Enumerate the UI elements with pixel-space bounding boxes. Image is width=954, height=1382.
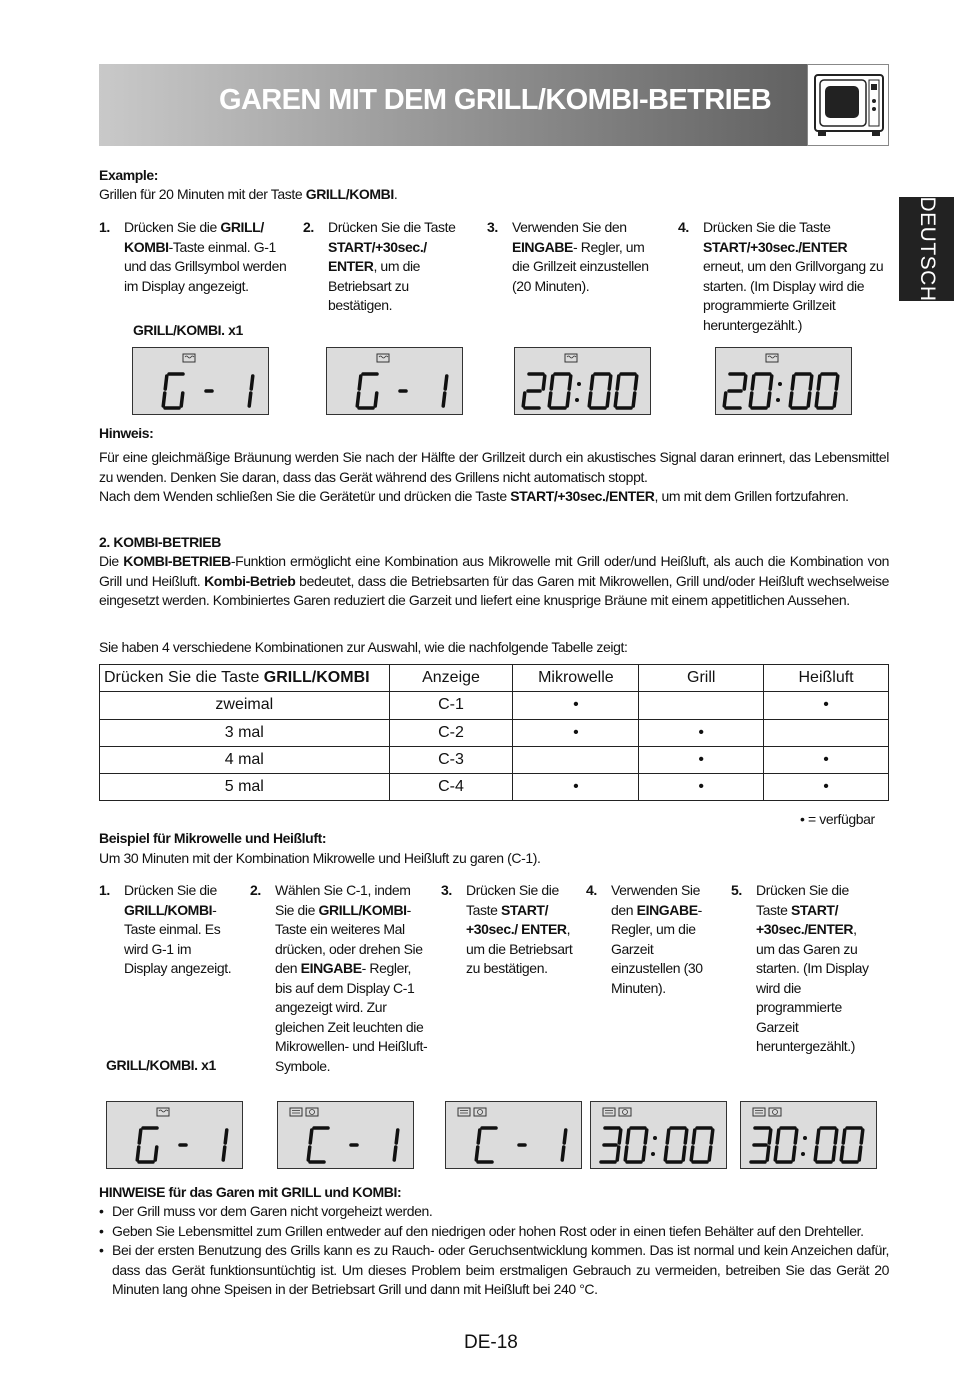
table-cell: C-2 — [389, 719, 513, 746]
step-text: Drücken Sie die GRILL/ KOMBI-Taste einmal. G-1 und das Grillsymbol werden im Display angezeigt. — [124, 219, 287, 294]
table-cell — [513, 746, 639, 773]
microwave-icon — [290, 1108, 302, 1116]
microwave-icon — [603, 1108, 615, 1116]
table-header-row — [100, 665, 889, 692]
example1-step — [303, 218, 475, 316]
microwave-oven-icon — [807, 64, 889, 146]
table-cell: • — [764, 746, 889, 773]
example2-step — [731, 881, 876, 1057]
step-text: Verwenden Sie den EINGABE- Regler, um die Garzeit einzustellen (30 Minuten). — [611, 882, 703, 996]
grill-icon — [183, 354, 195, 362]
table-row — [100, 692, 889, 719]
step-number: 5. — [731, 882, 742, 898]
grill-icon — [377, 354, 389, 362]
fan-icon — [619, 1108, 631, 1116]
table-cell: • — [639, 774, 764, 801]
step-number: 4. — [678, 219, 689, 235]
note-heading: Hinweis: — [99, 425, 154, 441]
display-panel — [590, 1101, 727, 1169]
page-number: DE-18 — [464, 1332, 518, 1353]
display-panel — [106, 1101, 243, 1169]
display-panel — [132, 347, 269, 415]
table-cell: • — [513, 692, 639, 719]
list-item: • Bei der ersten Benutzung des Grills kann es zu Rauch- oder Geruchsentwicklung kommen. Das ist normal und kein Anzeichen dafür, dass das Gerät funktionsuntüchtig ist. Um dieses Problem beim erstmaligen Gebrauch zu vermeiden, betreiben Sie das Gerät 20 Minuten lang ohne Speisen in der Betriebsart Grill und dann mit Heißluft bei 240 °C. — [99, 1241, 889, 1300]
fan-icon — [769, 1108, 781, 1116]
grill-icon — [766, 354, 778, 362]
step-text: Wählen Sie C-1, indem Sie die GRILL/KOMBI- Taste ein weiteres Mal drücken, oder drehen Sie den EINGABE- Regler, bis auf dem Display C-1 angezeigt wird. Zur gleichen Zeit leuchten die Mikrowellen- und Heißluft-Symbole. — [275, 882, 428, 1074]
page-header — [99, 64, 889, 146]
fan-icon — [306, 1108, 318, 1116]
example2-heading: Beispiel für Mikrowelle und Heißluft: — [99, 830, 327, 846]
example2-step — [586, 881, 721, 998]
page-title: GAREN MIT DEM GRILL/KOMBI-BETRIEB — [219, 84, 772, 116]
example-intro: Grillen für 20 Minuten mit der Taste GRILL/KOMBI. — [99, 186, 398, 202]
example1-step — [487, 218, 652, 296]
tips-heading: HINWEISE für das Garen mit GRILL und KOMBI: — [99, 1184, 402, 1200]
step-number: 2. — [303, 219, 314, 235]
grill-icon — [157, 1108, 169, 1116]
table-cell: • — [764, 692, 889, 719]
table-cell: • — [513, 719, 639, 746]
step-number: 2. — [250, 882, 261, 898]
table-cell: C-4 — [389, 774, 513, 801]
section-text: Die KOMBI-BETRIEB-Funktion ermöglicht eine Kombination aus Mikrowelle mit Grill oder/und Heißluft, als auch die Kombination von Grill und Heißluft. Kombi-Betrieb bedeutet, dass die Betriebsarten für das Garen mit Mikrowellen, Grill und/oder Heißluft wechselweise eingesetzt werden. Kombiniertes Garen reduziert die Garzeit und liefert eine knusprige Bräune mit einem appetitlichen Aussehen. — [99, 553, 889, 608]
step-text: Drücken Sie die Taste START/+30sec./ ENTER, um die Betriebsart zu bestätigen. — [328, 219, 456, 313]
step-number: 3. — [487, 219, 498, 235]
combination-table — [99, 664, 889, 801]
language-label: DEUTSCH — [915, 196, 939, 302]
column-header: Mikrowelle — [513, 665, 639, 692]
grill-icon — [565, 354, 577, 362]
column-header: Anzeige — [389, 665, 513, 692]
table-cell — [639, 692, 764, 719]
table-cell: zweimal — [100, 692, 390, 719]
table-row — [100, 746, 889, 773]
table-cell: • — [639, 746, 764, 773]
table-cell: 3 mal — [100, 719, 390, 746]
table-cell: • — [513, 774, 639, 801]
list-item: • Der Grill muss vor dem Garen nicht vorgeheizt werden. — [99, 1202, 889, 1222]
example2-intro: Um 30 Minuten mit der Kombination Mikrowelle und Heißluft zu garen (C-1). — [99, 850, 541, 866]
step-number: 4. — [586, 882, 597, 898]
button-press-label: GRILL/KOMBI. x1 — [133, 322, 243, 338]
table-cell: • — [639, 719, 764, 746]
table-cell: 4 mal — [100, 746, 390, 773]
note-text: Für eine gleichmäßige Bräunung werden Sie nach der Hälfte der Grillzeit durch ein akustisches Signal daran erinnert, das Lebensmittel zu wenden. Denken Sie daran, dass das Gerät während des Grillens nicht automatisch stoppt. Nach dem Wenden schließen Sie die Gerätetür und drücken die Taste START/+30sec./ENTER, um mit dem Grillen fortzufahren. — [99, 449, 889, 504]
display-panel — [326, 347, 463, 415]
language-tab — [899, 197, 954, 301]
fan-icon — [474, 1108, 486, 1116]
step-text: Drücken Sie die Taste START/+30sec./ENTER erneut, um den Grillvorgang zu starten. (Im Display wird die programmierte Grillzeit heruntergezählt.) — [703, 219, 884, 333]
table-cell: C-1 — [389, 692, 513, 719]
display-panel — [514, 347, 651, 415]
example2-step — [250, 881, 428, 1076]
step-text: Drücken Sie die GRILL/KOMBI- Taste einmal. Es wird G-1 im Display angezeigt. — [124, 882, 232, 976]
table-cell — [764, 719, 889, 746]
microwave-icon — [458, 1108, 470, 1116]
step-text: Verwenden Sie den EINGABE- Regler, um die Grillzeit einzustellen (20 Minuten). — [512, 219, 649, 294]
section-heading: 2. KOMBI-BETRIEB — [99, 534, 221, 550]
column-header: Grill — [639, 665, 764, 692]
column-header: Drücken Sie die Taste GRILL/KOMBI — [100, 665, 390, 692]
step-number: 3. — [441, 882, 452, 898]
microwave-icon — [753, 1108, 765, 1116]
list-item: • Geben Sie Lebensmittel zum Grillen entweder auf den niedrigen oder hohen Rost oder in einen tiefen Behälter auf den Drehteller. — [99, 1222, 889, 1242]
display-panel — [740, 1101, 877, 1169]
button-press-label: GRILL/KOMBI. x1 — [106, 1057, 216, 1073]
example2-step — [441, 881, 576, 979]
table-cell: 5 mal — [100, 774, 390, 801]
table-row — [100, 774, 889, 801]
step-text: Drücken Sie die Taste START/ +30sec./ ENTER, um die Betriebsart zu bestätigen. — [466, 882, 573, 976]
table-legend: • = verfügbar — [800, 811, 875, 827]
display-panel — [715, 347, 852, 415]
example2-step — [99, 881, 237, 979]
step-number: 1. — [99, 219, 110, 235]
table-intro: Sie haben 4 verschiedene Kombinationen zur Auswahl, wie die nachfolgende Tabelle zeigt: — [99, 639, 628, 655]
display-panel — [445, 1101, 582, 1169]
tips-list — [99, 1202, 889, 1300]
table-cell: C-3 — [389, 746, 513, 773]
table-row — [100, 719, 889, 746]
display-panel — [277, 1101, 414, 1169]
example1-step — [99, 218, 289, 296]
example-heading: Example: — [99, 167, 159, 183]
step-text: Drücken Sie die Taste START/ +30sec./ENTER, um das Garen zu starten. (Im Display wird die programmierte Garzeit heruntergezählt.) — [756, 882, 869, 1054]
column-header: Heißluft — [764, 665, 889, 692]
example1-step — [678, 218, 890, 335]
step-number: 1. — [99, 882, 110, 898]
table-cell: • — [764, 774, 889, 801]
